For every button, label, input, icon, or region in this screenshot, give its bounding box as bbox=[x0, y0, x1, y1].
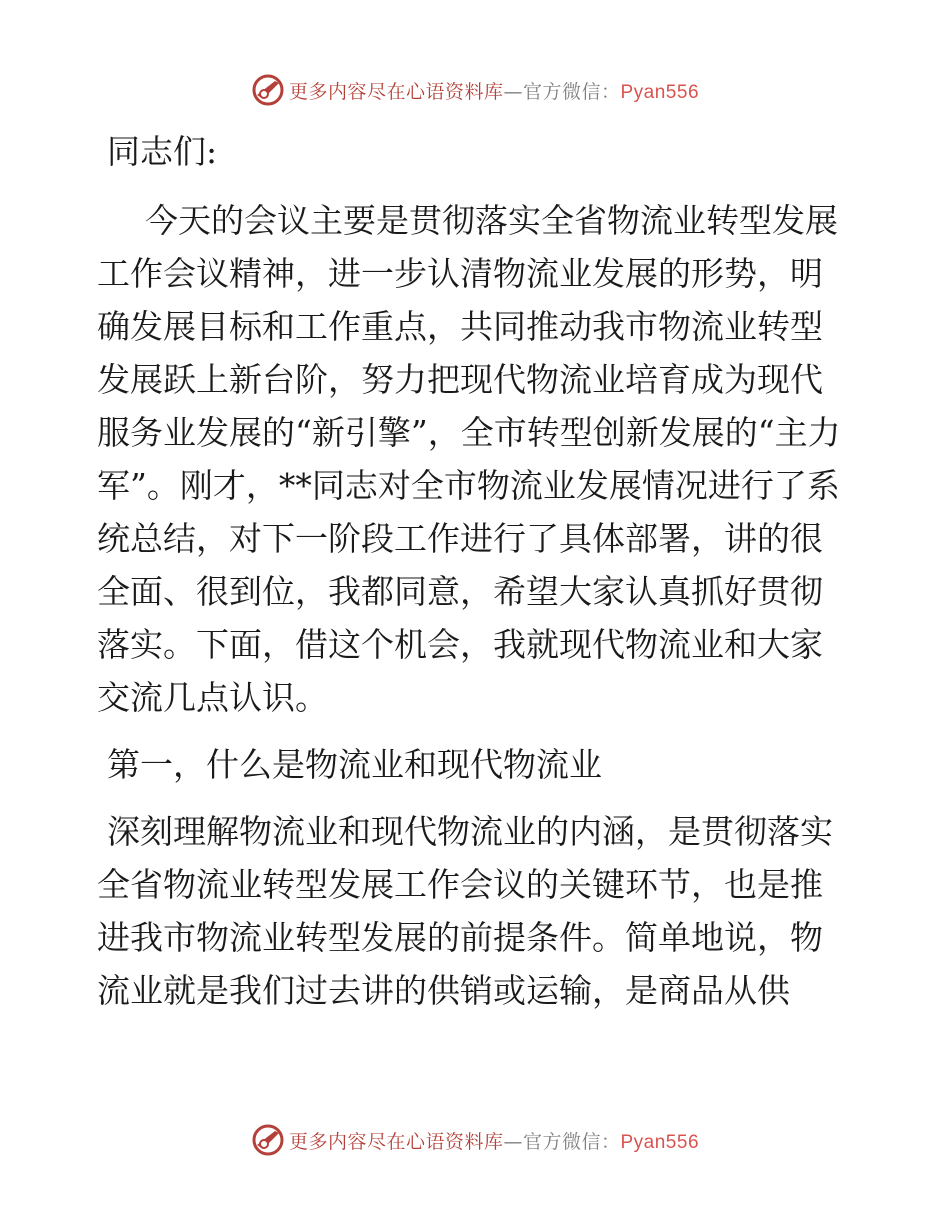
banner-official-label: 官方微信： bbox=[522, 80, 621, 103]
header-watermark-banner bbox=[0, 70, 950, 110]
section-heading: 第一，什么是物流业和现代物流业 bbox=[107, 745, 602, 784]
banner-brand-text: 更多内容尽在心语资料库 bbox=[288, 80, 504, 103]
greeting: 同志们: bbox=[107, 132, 218, 171]
brand-logo-icon bbox=[251, 1123, 285, 1157]
document-body bbox=[97, 125, 852, 1017]
footer-watermark-banner bbox=[0, 1120, 950, 1160]
brand-logo-icon bbox=[251, 73, 285, 107]
banner-brand-text: 更多内容尽在心语资料库 bbox=[288, 1130, 504, 1153]
paragraph-section-one: 深刻理解物流业和现代物流业的内涵，是贯彻落实全省物流业转型发展工作会议的关键环节，也是推进我市物流业转型发展的前提条件。简单地说，物流业就是我们过去讲的供销或运输，是商品从供 bbox=[97, 812, 833, 1010]
banner-dash: — bbox=[503, 80, 523, 103]
paragraph-intro: 今天的会议主要是贯彻落实全省物流业转型发展工作会议精神，进一步认清物流业发展的形势，明确发展目标和工作重点，共同推动我市物流业转型发展跃上新台阶，努力把现代物流业培育成为现代服务业发展的“新引擎”，全市转型创新发展的“主力军”。刚才，**同志对全市物流业发展情况进行了系统总结，对下一阶段工作进行了具体部署，讲的很全面、很到位，我都同意，希望大家认真抓好贯彻落实。下面，借这个机会，我就现代物流业和大家交流几点认识。 bbox=[97, 201, 841, 717]
banner-official-label: 官方微信： bbox=[522, 1130, 621, 1153]
banner-wechat-id: Pyan556 bbox=[620, 81, 700, 103]
banner-dash: — bbox=[503, 1130, 523, 1153]
banner-wechat-id: Pyan556 bbox=[620, 1131, 700, 1153]
